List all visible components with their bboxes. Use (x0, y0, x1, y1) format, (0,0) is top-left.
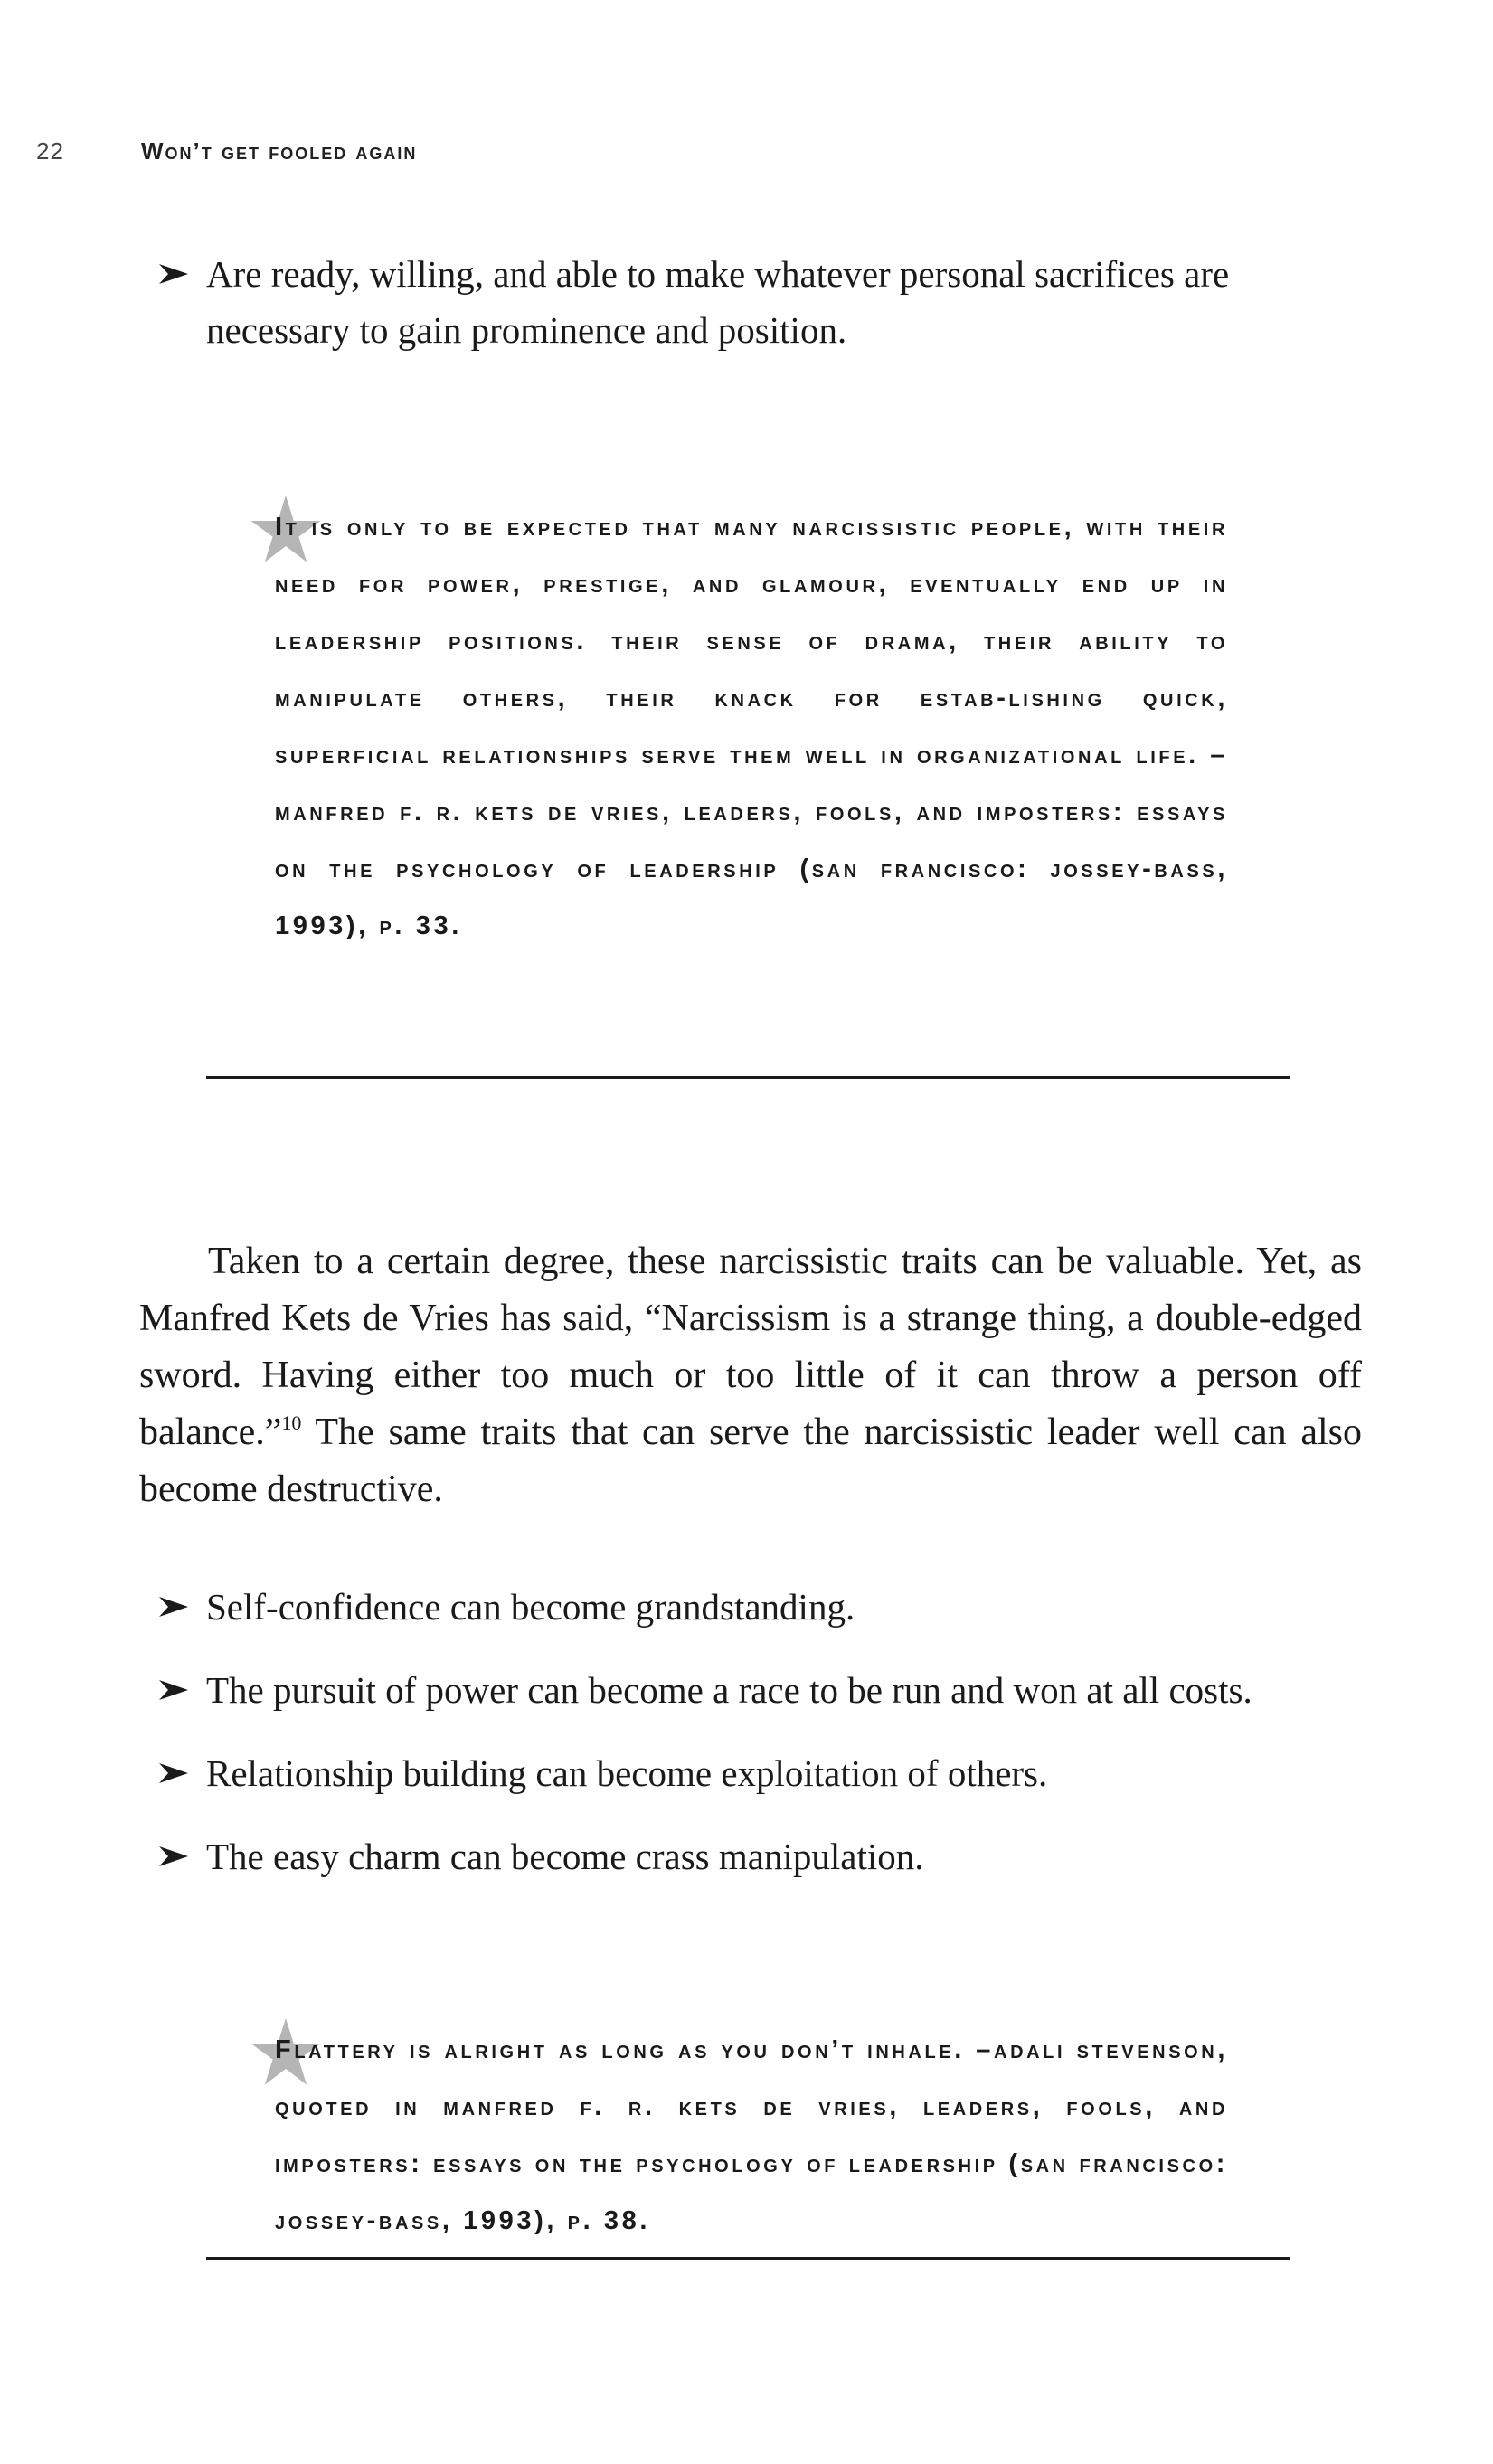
list-item (0, 246, 1493, 358)
bullet-text: Are ready, willing, and able to make whatever personal sacrifices are necessary to gain prominence and position. (206, 253, 1230, 351)
arrowhead-bullet-icon (159, 1595, 188, 1619)
bullet-text: The pursuit of power can become a race to be run and won at all costs. (206, 1669, 1252, 1711)
body-paragraph (139, 1233, 1362, 1518)
pull-quote-text: Flattery is alright as long as you don’t inhale. –adali stevenson, quoted in manfred f. r. kets de vries, leaders, fools, and imposters: essays on the psychology of leadership (san francisco: jossey-bass, 1993), p. 38. (275, 2035, 1228, 2235)
bullet-text: Self-confidence can become grandstanding. (206, 1586, 855, 1628)
bullet-text: Relationship building can become exploitation of others. (206, 1752, 1048, 1794)
arrowhead-bullet-icon (159, 1761, 188, 1785)
divider-rule (206, 1076, 1290, 1079)
list-item (0, 1745, 1493, 1801)
top-bullet-list (0, 246, 1493, 358)
arrowhead-bullet-icon (159, 1678, 188, 1702)
footnote-marker: 10 (281, 1411, 302, 1434)
pull-quote-2 (275, 2022, 1228, 2250)
running-head: won’t get fooled again (141, 137, 418, 165)
divider-rule (206, 2257, 1290, 2260)
pull-quote-text: It is only to be expected that many narcissistic people, with their need for power, prestige, and glamour, eventually end up in leadership positions. their sense of drama, their ability to manipulate others, their knack for estab-lishing quick, superficial relationships serve them well in organizational life. –manfred f. r. kets de vries, leaders, fools, and imposters: essays on the psychology of leadership (san francisco: jossey-bass, 1993), p. 33. (275, 513, 1228, 940)
page-number: 22 (36, 137, 64, 165)
paragraph-text-after: The same traits that can serve the narcissistic leader well can also become destructive. (139, 1411, 1362, 1510)
bottom-bullet-list (0, 1579, 1493, 1912)
arrowhead-bullet-icon (159, 1845, 188, 1868)
list-item (0, 1579, 1493, 1635)
bullet-text: The easy charm can become crass manipulation. (206, 1836, 924, 1877)
list-item (0, 1828, 1493, 1884)
pull-quote-1 (275, 499, 1228, 955)
arrowhead-bullet-icon (159, 262, 188, 286)
paragraph-text-before: Taken to a certain degree, these narcissistic traits can be valuable. Yet, as Manfred Kets de Vries has said, “Narcissism is a strange thing, a double-edged sword. Having either too much or too little of it can throw a person off balance.” (139, 1241, 1362, 1453)
list-item (0, 1662, 1493, 1718)
page-header (0, 134, 1493, 170)
